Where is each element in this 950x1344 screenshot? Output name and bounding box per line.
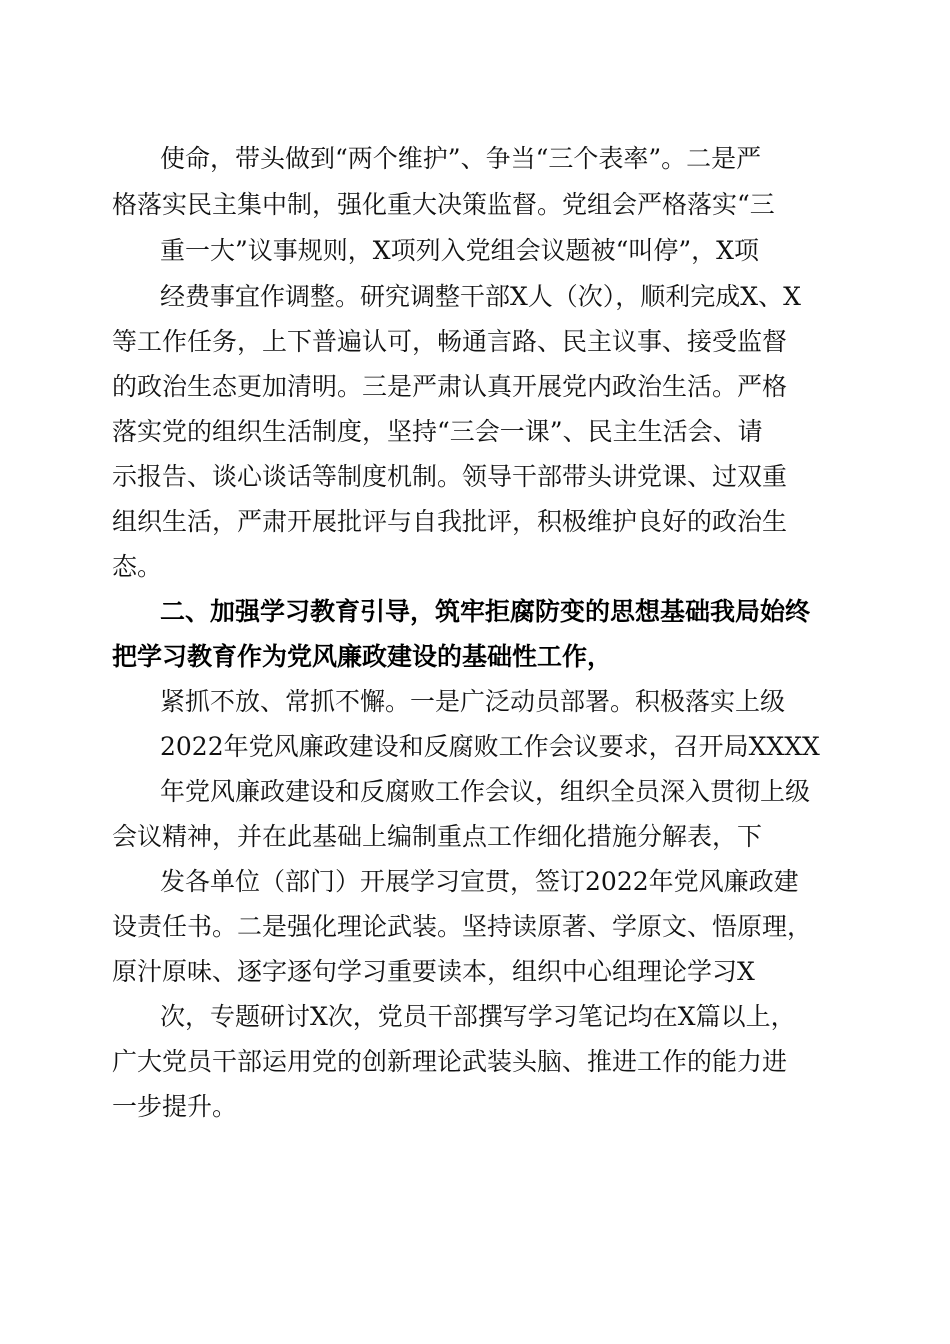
body-text-line: 落实党的组织生活制度，坚持“三会一课”、民主生活会、请 bbox=[112, 417, 763, 446]
body-text-line: 会议精神，并在此基础上编制重点工作细化措施分解表，下 bbox=[112, 822, 763, 851]
body-text-line: 原汁原味、逐字逐句学习重要读本，组织中心组理论学习X bbox=[112, 957, 755, 986]
body-text-line: 格落实民主集中制，强化重大决策监督。党组会严格落实“三 bbox=[112, 190, 775, 219]
body-text-line: 等工作任务，上下普遍认可，畅通言路、民主议事、接受监督 bbox=[112, 327, 788, 356]
body-text-line: 的政治生态更加清明。三是严肃认真开展党内政治生活。严格 bbox=[112, 372, 788, 401]
body-text-line: 一步提升。 bbox=[112, 1092, 238, 1121]
body-text-line: 广大党员干部运用党的创新理论武装头脑、推进工作的能力进 bbox=[112, 1047, 788, 1076]
body-text-line: 态。 bbox=[112, 552, 163, 581]
section-heading-line: 把学习教育作为党风廉政建设的基础性工作， bbox=[112, 642, 613, 671]
body-text-line: 示报告、谈心谈话等制度机制。领导干部带头讲党课、过双重 bbox=[112, 462, 788, 491]
body-text-line: 使命，带头做到“两个维护”、争当“三个表率”。二是严 bbox=[160, 144, 762, 173]
body-text-line: 次，专题研讨X次，党员干部撰写学习笔记均在X篇以上， bbox=[160, 1002, 796, 1031]
body-text-line: 设责任书。二是强化理论武装。坚持读原著、学原文、悟原理， bbox=[112, 912, 813, 941]
body-text-line: 年党风廉政建设和反腐败工作会议，组织全员深入贯彻上级 bbox=[160, 777, 811, 806]
body-text-line: 经费事宜作调整。研究调整干部X人（次），顺利完成X、X bbox=[160, 282, 801, 311]
body-text-line: 2022年党风廉政建设和反腐败工作会议要求，召开局XXXX bbox=[160, 732, 820, 761]
body-text-line: 紧抓不放、常抓不懈。一是广泛动员部署。积极落实上级 bbox=[160, 687, 786, 716]
body-text-line: 组织生活，严肃开展批评与自我批评，积极维护良好的政治生 bbox=[112, 507, 788, 536]
section-heading-line: 二、加强学习教育引导，筑牢拒腐防变的思想基础我局始终 bbox=[160, 597, 811, 626]
body-text-line: 重一大”议事规则，X项列入党组会议题被“叫停”，X项 bbox=[160, 236, 759, 265]
body-text-line: 发各单位（部门）开展学习宣贯，签订2022年党风廉政建 bbox=[160, 867, 799, 896]
